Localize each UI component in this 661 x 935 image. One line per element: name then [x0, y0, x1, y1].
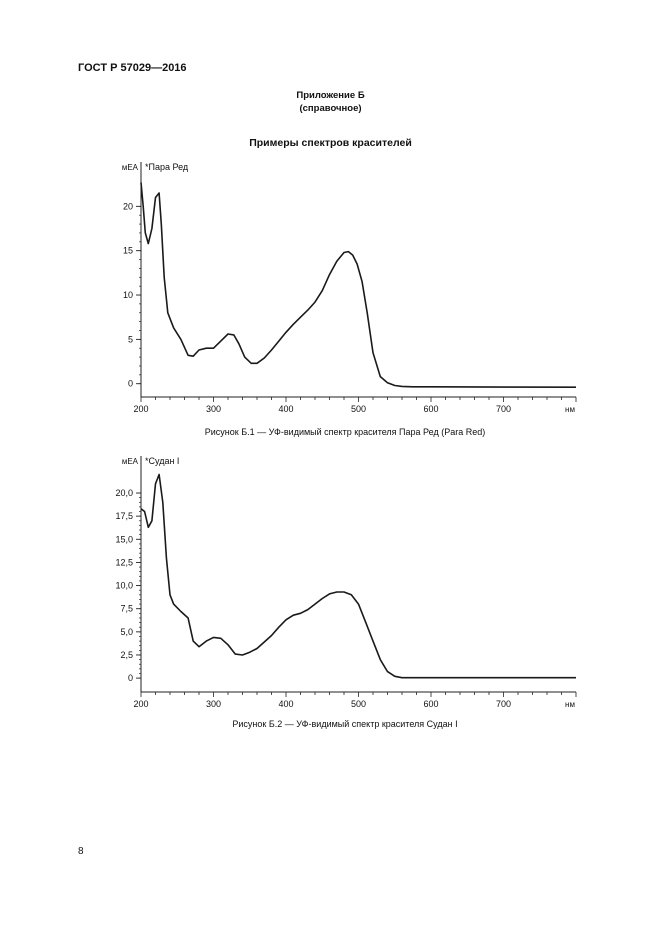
page-number: 8 — [78, 846, 84, 857]
appendix-title: Приложение Б — [296, 90, 365, 101]
chart1-x-tick-label: 400 — [278, 404, 294, 414]
chart2-y-tick-label: 10,0 — [115, 580, 133, 591]
chart1-series-label: *Пара Ред — [145, 162, 189, 172]
chart2-x-unit: нм — [565, 700, 575, 709]
chart1-y-tick-label: 0 — [127, 378, 133, 389]
chart2-x-tick-label: 700 — [495, 699, 512, 709]
chart1-y-tick-label: 15 — [122, 245, 133, 256]
chart1-x-tick-label: 200 — [133, 404, 149, 414]
section-title: Примеры спектров красителей — [249, 137, 412, 149]
figure-caption-1: Рисунок Б.1 — УФ-видимый спектр красителя Пара Ред (Para Red) — [204, 427, 486, 437]
chart2-y-unit: мЕА — [121, 457, 138, 466]
chart2-series-label: *Судан I — [145, 456, 180, 466]
chart2-y-tick-label: 15,0 — [115, 534, 133, 545]
chart2-y-tick-label: 7,5 — [120, 603, 133, 614]
chart1-y-tick-label: 10 — [122, 290, 133, 301]
chart2-y-tick-label: 20,0 — [115, 488, 133, 499]
chart1-y-tick-label: 20 — [122, 201, 133, 212]
chart2-y-tick-label: 0 — [127, 673, 133, 684]
chart2-series-line — [141, 475, 576, 678]
chart2-x-tick-label: 400 — [278, 699, 294, 709]
chart1-series-line — [141, 182, 576, 387]
figure-caption-2: Рисунок Б.2 — УФ-видимый спектр красителя Судан I — [232, 719, 458, 729]
chart1-x-unit: нм — [565, 405, 575, 414]
chart2-x-tick-label: 600 — [423, 699, 439, 709]
chart1-y-tick-label: 5 — [127, 334, 133, 345]
appendix-subtitle: (справочное) — [299, 103, 362, 114]
chart2-y-tick-label: 17,5 — [115, 511, 133, 522]
spectrum-chart-sudan-i — [0, 445, 661, 717]
chart2-x-tick-label: 300 — [205, 699, 222, 709]
chart1-y-unit: мЕА — [121, 163, 138, 172]
chart2-y-tick-label: 2,5 — [120, 649, 133, 660]
spectrum-chart-para-red — [0, 150, 661, 425]
standard-header: ГОСТ Р 57029—2016 — [78, 62, 187, 74]
chart1-x-tick-label: 700 — [495, 404, 512, 414]
chart2-y-tick-label: 12,5 — [115, 557, 133, 568]
chart2-x-tick-label: 500 — [350, 699, 367, 709]
chart1-x-tick-label: 300 — [205, 404, 222, 414]
chart2-x-tick-label: 200 — [133, 699, 149, 709]
chart1-x-tick-label: 500 — [350, 404, 367, 414]
chart1-x-tick-label: 600 — [423, 404, 439, 414]
chart2-y-tick-label: 5,0 — [120, 626, 133, 637]
